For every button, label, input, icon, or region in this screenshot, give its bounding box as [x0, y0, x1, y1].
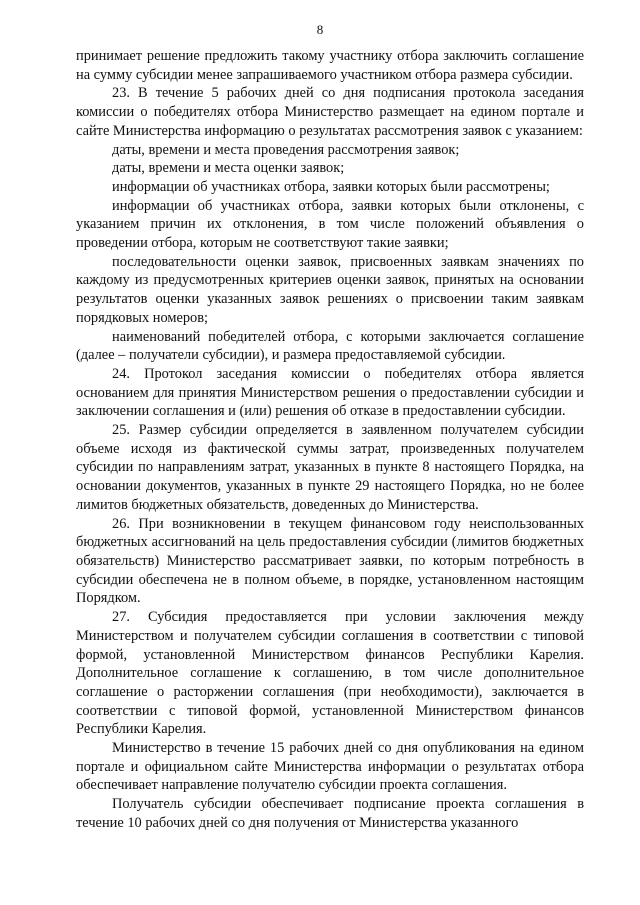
page-number: 8	[316, 22, 324, 37]
paragraph: 25. Размер субсидии определяется в заявленном получателем субсидии объеме исходя из фактической суммы затрат, произведенных получателем субсидии по направлениям затрат, указанных в пункте 8 настоящего Порядка, на основании документов, указанных в пункте 29 настоящего Порядка, но не более лимитов бюджетных обязательств, доведенных до Министерства.	[76, 422, 584, 513]
paragraph: принимает решение предложить такому участнику отбора заключить соглашение на сумму субсидии менее запрашиваемого участником отбора размера субсидии.	[76, 48, 584, 83]
paragraph: 27. Субсидия предоставляется при условии заключения между Министерством и получателем субсидии соглашения в соответствии с типовой формой, установленной Министерством финансов Республики Карелия. Дополнительное соглашение к соглашению, в том числе дополнительное соглашение о расторжении соглашения (при необходимости), заключается в соответствии с типовой формой, установленной Министерством финансов Республики Карелия.	[76, 609, 584, 738]
paragraph: Министерство в течение 15 рабочих дней со дня опубликования на едином портале и официальном сайте Министерства информации о результатах отбора обеспечивает направление получателю субсидии проекта соглашения.	[76, 740, 584, 794]
list-item: наименований победителей отбора, с которыми заключается соглашение (далее – получатели субсидии), и размера предоставляемой субсидии.	[76, 328, 584, 364]
list-item: информации об участниках отбора, заявки которых были отклонены, с указанием причин их отклонения, в том числе положений объявления о проведении отбора, которым не соответствуют такие заявки;	[76, 197, 584, 252]
paragraph: 23. В течение 5 рабочих дней со дня подписания протокола заседания комиссии о победителях отбора Министерство размещает на едином портале и сайте Министерства информацию о результатах рассмотрения заявок с указанием:	[76, 85, 584, 139]
paragraph: 24. Протокол заседания комиссии о победителях отбора является основанием для принятия Министерством решения о предоставлении субсидии и заключении соглашения и (или) решения об отказе в предоставлении субсидии.	[76, 365, 584, 420]
document-body	[76, 47, 584, 833]
list-item: даты, времени и места оценки заявок;	[112, 160, 345, 177]
paragraph: Получатель субсидии обеспечивает подписание проекта соглашения в течение 10 рабочих дней со дня получения от Министерства указанного	[76, 796, 584, 831]
list-item: информации об участниках отбора, заявки которых были рассмотрены;	[112, 178, 550, 195]
paragraph: 26. При возникновении в текущем финансовом году неиспользованных бюджетных ассигнований на цель предоставления субсидии (лимитов бюджетных обязательств) Министерство рассматривает заявки, по которым потребность в субсидии обеспечена не в полном объеме, в порядке, установленном настоящим Порядком.	[76, 515, 584, 607]
list-item: последовательности оценки заявок, присвоенных заявкам значениях по каждому из предусмотренных критериев оценки заявок, принятых на основании результатов оценки указанных заявок решениях о присвоении таким заявкам порядковых номеров;	[76, 253, 584, 326]
list-item: даты, времени и места проведения рассмотрения заявок;	[112, 141, 460, 158]
